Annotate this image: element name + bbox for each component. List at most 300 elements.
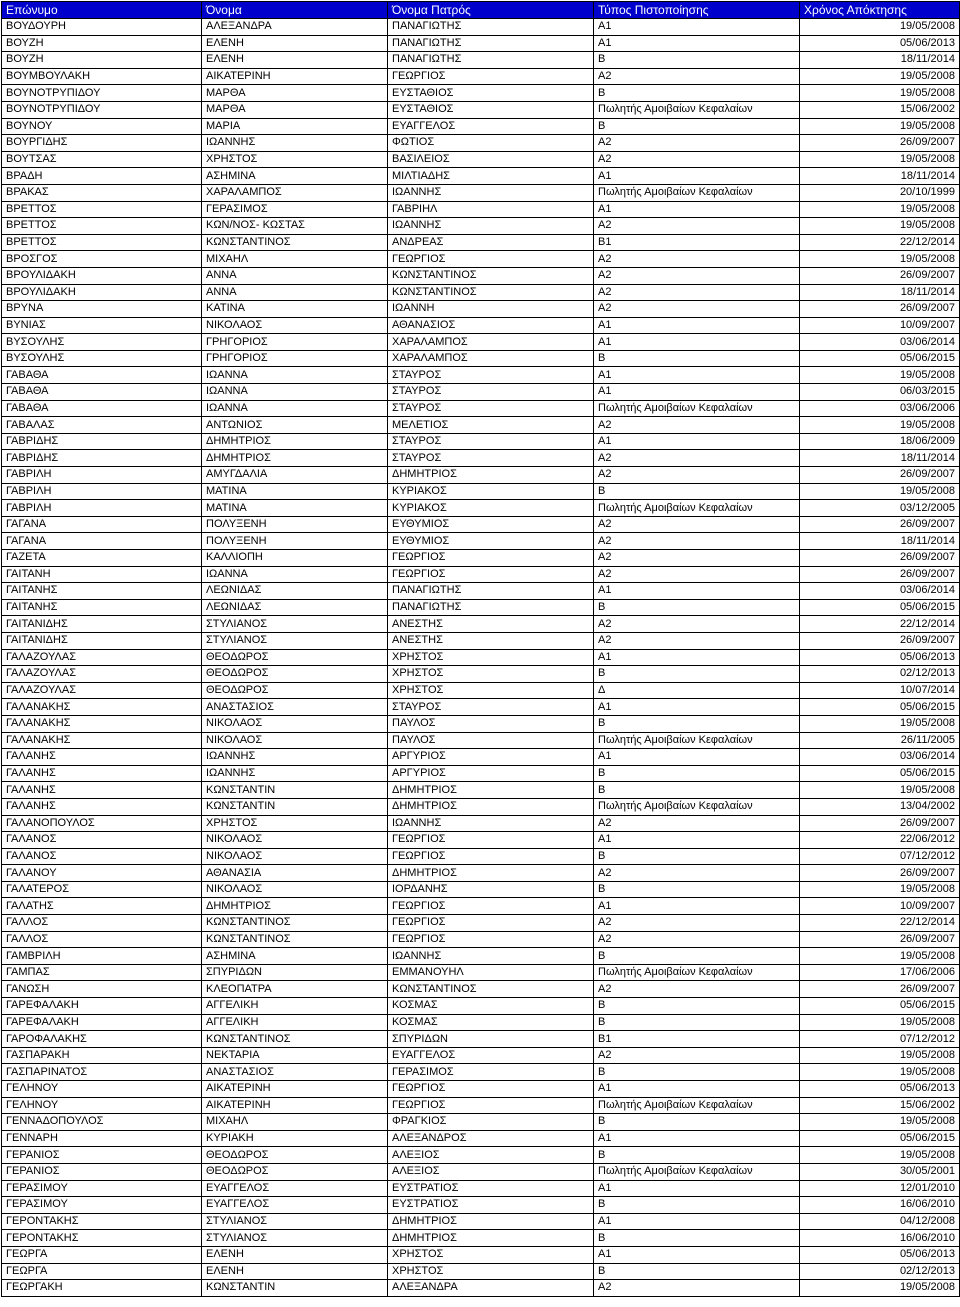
certification-type-cell: Β (594, 1263, 800, 1280)
first-name-cell: ΠΟΛΥΞΕΝΗ (202, 533, 388, 550)
father-name-cell: ΓΕΡΑΣΙΜΟΣ (388, 1064, 594, 1081)
acquisition-date-cell: 26/09/2007 (800, 566, 960, 583)
acquisition-date-cell: 26/09/2007 (800, 865, 960, 882)
table-row (2, 234, 960, 251)
first-name-cell: ΕΛΕΝΗ (202, 1246, 388, 1263)
table-row (2, 19, 960, 36)
certification-type-cell: Β (594, 118, 800, 135)
first-name-cell: ΓΕΡΑΣΙΜΟΣ (202, 201, 388, 218)
surname-cell: ΒΡΑΔΗ (2, 168, 202, 185)
certification-type-cell: Α1 (594, 317, 800, 334)
father-name-cell: ΧΡΗΣΤΟΣ (388, 649, 594, 666)
first-name-cell: ΝΙΚΟΛΑΟΣ (202, 881, 388, 898)
table-row (2, 284, 960, 301)
father-name-cell: ΕΥΣΤΑΘΙΟΣ (388, 101, 594, 118)
certification-type-cell: Δ (594, 682, 800, 699)
certification-type-cell: Α1 (594, 367, 800, 384)
acquisition-date-cell: 26/11/2005 (800, 732, 960, 749)
certification-type-cell: Α2 (594, 566, 800, 583)
acquisition-date-cell: 26/09/2007 (800, 550, 960, 567)
father-name-cell: ΑΘΑΝΑΣΙΟΣ (388, 317, 594, 334)
table-row (2, 931, 960, 948)
certification-type-cell: Β (594, 848, 800, 865)
first-name-cell: ΑΜΥΓΔΑΛΙΑ (202, 467, 388, 484)
acquisition-date-cell: 26/09/2007 (800, 301, 960, 318)
table-row (2, 732, 960, 749)
table-row (2, 616, 960, 633)
header-father-name: Όνομα Πατρός (388, 2, 594, 19)
certification-type-cell: Α1 (594, 19, 800, 36)
surname-cell: ΓΑΒΡΙΛΗ (2, 467, 202, 484)
first-name-cell: ΝΕΚΤΑΡΙΑ (202, 1047, 388, 1064)
surname-cell: ΓΑΒΡΙΔΗΣ (2, 450, 202, 467)
acquisition-date-cell: 26/09/2007 (800, 467, 960, 484)
certification-type-cell: Β (594, 350, 800, 367)
acquisition-date-cell: 16/06/2010 (800, 1197, 960, 1214)
certification-type-cell: Β (594, 765, 800, 782)
certification-type-cell: Β (594, 1064, 800, 1081)
father-name-cell: ΙΩΑΝΝΗ (388, 301, 594, 318)
father-name-cell: ΑΡΓΥΡΙΟΣ (388, 749, 594, 766)
father-name-cell: ΣΤΑΥΡΟΣ (388, 450, 594, 467)
acquisition-date-cell: 18/11/2014 (800, 168, 960, 185)
table-row (2, 632, 960, 649)
table-row (2, 184, 960, 201)
father-name-cell: ΕΥΘΥΜΙΟΣ (388, 516, 594, 533)
surname-cell: ΒΡΕΤΤΟΣ (2, 234, 202, 251)
header-first-name: Όνομα (202, 2, 388, 19)
first-name-cell: ΕΛΕΝΗ (202, 52, 388, 69)
surname-cell: ΓΑΛΑΤΕΡΟΣ (2, 881, 202, 898)
father-name-cell: ΓΕΩΡΓΙΟΣ (388, 832, 594, 849)
surname-cell: ΒΥΣΟΥΛΗΣ (2, 334, 202, 351)
first-name-cell: ΕΛΕΝΗ (202, 35, 388, 52)
acquisition-date-cell: 19/05/2008 (800, 881, 960, 898)
table-row (2, 500, 960, 517)
first-name-cell: ΓΡΗΓΟΡΙΟΣ (202, 334, 388, 351)
certification-type-cell: Β (594, 881, 800, 898)
father-name-cell: ΧΡΗΣΤΟΣ (388, 682, 594, 699)
surname-cell: ΒΡΕΤΤΟΣ (2, 218, 202, 235)
surname-cell: ΓΕΝΝΑΡΗ (2, 1130, 202, 1147)
acquisition-date-cell: 22/12/2014 (800, 234, 960, 251)
surname-cell: ΓΕΩΡΓΑ (2, 1263, 202, 1280)
father-name-cell: ΠΑΥΛΟΣ (388, 732, 594, 749)
acquisition-date-cell: 05/06/2015 (800, 350, 960, 367)
table-row (2, 848, 960, 865)
surname-cell: ΒΡΟΣΓΟΣ (2, 251, 202, 268)
first-name-cell: ΜΙΧΑΗΛ (202, 1114, 388, 1131)
surname-cell: ΓΑΛΛΟΣ (2, 931, 202, 948)
table-row (2, 998, 960, 1015)
acquisition-date-cell: 18/11/2014 (800, 284, 960, 301)
surname-cell: ΓΕΡΑΣΙΜΟΥ (2, 1180, 202, 1197)
certification-type-cell: Α2 (594, 865, 800, 882)
surname-cell: ΓΑΙΤΑΝΗ (2, 566, 202, 583)
surname-cell: ΓΑΡΟΦΑΛΑΚΗΣ (2, 1031, 202, 1048)
table-row (2, 881, 960, 898)
table-row (2, 218, 960, 235)
acquisition-date-cell: 02/12/2013 (800, 666, 960, 683)
certification-type-cell: Α1 (594, 583, 800, 600)
acquisition-date-cell: 07/12/2012 (800, 848, 960, 865)
surname-cell: ΒΟΥΔΟΥΡΗ (2, 19, 202, 36)
table-row (2, 1147, 960, 1164)
table-row (2, 765, 960, 782)
certification-type-cell: Α2 (594, 135, 800, 152)
surname-cell: ΓΑΒΑΘΑ (2, 367, 202, 384)
acquisition-date-cell: 19/05/2008 (800, 1114, 960, 1131)
certification-type-cell: Α1 (594, 35, 800, 52)
acquisition-date-cell: 03/06/2006 (800, 400, 960, 417)
acquisition-date-cell: 05/06/2015 (800, 699, 960, 716)
father-name-cell: ΓΕΩΡΓΙΟΣ (388, 251, 594, 268)
first-name-cell: ΑΙΚΑΤΕΡΙΝΗ (202, 1097, 388, 1114)
surname-cell: ΓΑΛΑΖΟΥΛΑΣ (2, 682, 202, 699)
certification-type-cell: Πωλητής Αμοιβαίων Κεφαλαίων (594, 184, 800, 201)
certification-type-cell: Α2 (594, 550, 800, 567)
certification-type-cell: Α1 (594, 334, 800, 351)
certification-type-cell: Α2 (594, 981, 800, 998)
first-name-cell: ΛΕΩΝΙΔΑΣ (202, 599, 388, 616)
father-name-cell: ΑΡΓΥΡΙΟΣ (388, 765, 594, 782)
father-name-cell: ΓΕΩΡΓΙΟΣ (388, 566, 594, 583)
table-row (2, 118, 960, 135)
certification-type-cell: Β (594, 715, 800, 732)
acquisition-date-cell: 19/05/2008 (800, 19, 960, 36)
acquisition-date-cell: 05/06/2015 (800, 1130, 960, 1147)
table-row (2, 964, 960, 981)
father-name-cell: ΔΗΜΗΤΡΙΟΣ (388, 1213, 594, 1230)
father-name-cell: ΑΛΕΞΙΟΣ (388, 1147, 594, 1164)
certification-type-cell: Α2 (594, 267, 800, 284)
first-name-cell: ΜΑΤΙΝΑ (202, 500, 388, 517)
surname-cell: ΒΥΝΙΑΣ (2, 317, 202, 334)
certification-type-cell: Α1 (594, 898, 800, 915)
table-row (2, 699, 960, 716)
certification-type-cell: Β (594, 1014, 800, 1031)
acquisition-date-cell: 18/11/2014 (800, 533, 960, 550)
certification-type-cell: Α1 (594, 1130, 800, 1147)
acquisition-date-cell: 05/06/2013 (800, 649, 960, 666)
acquisition-date-cell: 19/05/2008 (800, 1064, 960, 1081)
father-name-cell: ΠΑΝΑΓΙΩΤΗΣ (388, 19, 594, 36)
first-name-cell: ΚΩΝΣΤΑΝΤΙΝ (202, 782, 388, 799)
father-name-cell: ΚΥΡΙΑΚΟΣ (388, 500, 594, 517)
surname-cell: ΓΑΛΑΝΟΠΟΥΛΟΣ (2, 815, 202, 832)
table-row (2, 533, 960, 550)
table-row (2, 168, 960, 185)
surname-cell: ΒΡΑΚΑΣ (2, 184, 202, 201)
table-row (2, 267, 960, 284)
table-row (2, 483, 960, 500)
acquisition-date-cell: 19/05/2008 (800, 251, 960, 268)
table-row (2, 782, 960, 799)
father-name-cell: ΕΥΣΤΡΑΤΙΟΣ (388, 1180, 594, 1197)
surname-cell: ΓΑΒΡΙΔΗΣ (2, 433, 202, 450)
first-name-cell: ΚΩΝΣΤΑΝΤΙΝΟΣ (202, 915, 388, 932)
first-name-cell: ΓΡΗΓΟΡΙΟΣ (202, 350, 388, 367)
first-name-cell: ΚΩΝΣΤΑΝΤΙΝΟΣ (202, 234, 388, 251)
acquisition-date-cell: 19/05/2008 (800, 68, 960, 85)
table-row (2, 301, 960, 318)
table-row (2, 599, 960, 616)
certification-type-cell: Α2 (594, 915, 800, 932)
first-name-cell: ΣΤΥΛΙΑΝΟΣ (202, 1230, 388, 1247)
father-name-cell: ΚΩΝΣΤΑΝΤΙΝΟΣ (388, 284, 594, 301)
father-name-cell: ΓΕΩΡΓΙΟΣ (388, 1097, 594, 1114)
father-name-cell: ΚΥΡΙΑΚΟΣ (388, 483, 594, 500)
acquisition-date-cell: 04/12/2008 (800, 1213, 960, 1230)
surname-cell: ΓΕΩΡΓΑ (2, 1246, 202, 1263)
table-row (2, 467, 960, 484)
first-name-cell: ΔΗΜΗΤΡΙΟΣ (202, 450, 388, 467)
father-name-cell: ΙΩΑΝΝΗΣ (388, 218, 594, 235)
acquisition-date-cell: 18/06/2009 (800, 433, 960, 450)
surname-cell: ΓΕΛΗΝΟΥ (2, 1081, 202, 1098)
acquisition-date-cell: 02/12/2013 (800, 1263, 960, 1280)
table-row (2, 35, 960, 52)
table-row (2, 135, 960, 152)
acquisition-date-cell: 07/12/2012 (800, 1031, 960, 1048)
surname-cell: ΒΟΥΝΟΤΡΥΠΙΔΟΥ (2, 101, 202, 118)
father-name-cell: ΜΕΛΕΤΙΟΣ (388, 417, 594, 434)
acquisition-date-cell: 22/12/2014 (800, 616, 960, 633)
father-name-cell: ΑΛΕΞΑΝΔΡΑ (388, 1280, 594, 1297)
father-name-cell: ΓΕΩΡΓΙΟΣ (388, 1081, 594, 1098)
surname-cell: ΓΑΛΑΤΗΣ (2, 898, 202, 915)
first-name-cell: ΝΙΚΟΛΑΟΣ (202, 848, 388, 865)
table-row (2, 201, 960, 218)
surname-cell: ΓΑΛΑΝΟΥ (2, 865, 202, 882)
header-acquisition-date: Χρόνος Απόκτησης (800, 2, 960, 19)
surname-cell: ΒΡΥΝΑ (2, 301, 202, 318)
certification-table (1, 1, 960, 1297)
certification-type-cell: Α2 (594, 467, 800, 484)
first-name-cell: ΛΕΩΝΙΔΑΣ (202, 583, 388, 600)
table-row (2, 815, 960, 832)
first-name-cell: ΚΛΕΟΠΑΤΡΑ (202, 981, 388, 998)
acquisition-date-cell: 26/09/2007 (800, 632, 960, 649)
acquisition-date-cell: 19/05/2008 (800, 367, 960, 384)
first-name-cell: ΝΙΚΟΛΑΟΣ (202, 832, 388, 849)
certification-type-cell: Α2 (594, 450, 800, 467)
table-row (2, 85, 960, 102)
table-row (2, 68, 960, 85)
surname-cell: ΓΑΙΤΑΝΗΣ (2, 599, 202, 616)
surname-cell: ΓΑΡΕΦΑΛΑΚΗ (2, 998, 202, 1015)
first-name-cell: ΘΕΟΔΩΡΟΣ (202, 1163, 388, 1180)
surname-cell: ΓΑΙΤΑΝΙΔΗΣ (2, 616, 202, 633)
first-name-cell: ΜΑΡΙΑ (202, 118, 388, 135)
father-name-cell: ΓΕΩΡΓΙΟΣ (388, 915, 594, 932)
first-name-cell: ΝΙΚΟΛΑΟΣ (202, 317, 388, 334)
acquisition-date-cell: 30/05/2001 (800, 1163, 960, 1180)
certification-type-cell: Α1 (594, 168, 800, 185)
father-name-cell: ΓΕΩΡΓΙΟΣ (388, 550, 594, 567)
father-name-cell: ΚΟΣΜΑΣ (388, 1014, 594, 1031)
surname-cell: ΒΟΥΝΟΤΡΥΠΙΔΟΥ (2, 85, 202, 102)
father-name-cell: ΓΕΩΡΓΙΟΣ (388, 68, 594, 85)
acquisition-date-cell: 26/09/2007 (800, 267, 960, 284)
surname-cell: ΓΕΝΝΑΔΟΠΟΥΛΟΣ (2, 1114, 202, 1131)
father-name-cell: ΦΩΤΙΟΣ (388, 135, 594, 152)
first-name-cell: ΔΗΜΗΤΡΙΟΣ (202, 433, 388, 450)
surname-cell: ΓΑΝΩΣΗ (2, 981, 202, 998)
first-name-cell: ΑΣΗΜΙΝΑ (202, 948, 388, 965)
certification-type-cell: Β (594, 1147, 800, 1164)
certification-type-cell: Πωλητής Αμοιβαίων Κεφαλαίων (594, 500, 800, 517)
certification-type-cell: Α2 (594, 632, 800, 649)
father-name-cell: ΠΑΥΛΟΣ (388, 715, 594, 732)
acquisition-date-cell: 19/05/2008 (800, 85, 960, 102)
father-name-cell: ΙΩΑΝΝΗΣ (388, 815, 594, 832)
acquisition-date-cell: 13/04/2002 (800, 798, 960, 815)
first-name-cell: ΚΩΝ/ΝΟΣ- ΚΩΣΤΑΣ (202, 218, 388, 235)
father-name-cell: ΚΩΝΣΤΑΝΤΙΝΟΣ (388, 267, 594, 284)
table-row (2, 1097, 960, 1114)
certification-type-cell: Πωλητής Αμοιβαίων Κεφαλαίων (594, 1097, 800, 1114)
surname-cell: ΓΕΡΑΝΙΟΣ (2, 1147, 202, 1164)
table-row (2, 1130, 960, 1147)
father-name-cell: ΑΝΕΣΤΗΣ (388, 616, 594, 633)
first-name-cell: ΑΣΗΜΙΝΑ (202, 168, 388, 185)
certification-type-cell: Α1 (594, 649, 800, 666)
table-row (2, 566, 960, 583)
first-name-cell: ΜΑΡΘΑ (202, 85, 388, 102)
acquisition-date-cell: 19/05/2008 (800, 782, 960, 799)
table-row (2, 433, 960, 450)
first-name-cell: ΝΙΚΟΛΑΟΣ (202, 715, 388, 732)
acquisition-date-cell: 05/06/2013 (800, 1246, 960, 1263)
acquisition-date-cell: 15/06/2002 (800, 1097, 960, 1114)
table-row (2, 1197, 960, 1214)
certification-type-cell: Πωλητής Αμοιβαίων Κεφαλαίων (594, 964, 800, 981)
certification-type-cell: Α1 (594, 1180, 800, 1197)
certification-type-cell: Α2 (594, 931, 800, 948)
surname-cell: ΒΟΥΜΒΟΥΛΑΚΗ (2, 68, 202, 85)
surname-cell: ΓΑΓΑΝΑ (2, 533, 202, 550)
table-row (2, 682, 960, 699)
certification-type-cell: Β1 (594, 1031, 800, 1048)
father-name-cell: ΣΤΑΥΡΟΣ (388, 384, 594, 401)
certification-type-cell: Β1 (594, 234, 800, 251)
header-certification-type: Τύπος Πιστοποίησης (594, 2, 800, 19)
acquisition-date-cell: 26/09/2007 (800, 516, 960, 533)
table-row (2, 550, 960, 567)
first-name-cell: ΚΥΡΙΑΚΗ (202, 1130, 388, 1147)
first-name-cell: ΣΤΥΛΙΑΝΟΣ (202, 632, 388, 649)
table-row (2, 516, 960, 533)
first-name-cell: ΙΩΑΝΝΑ (202, 566, 388, 583)
table-row (2, 350, 960, 367)
first-name-cell: ΘΕΟΔΩΡΟΣ (202, 666, 388, 683)
father-name-cell: ΣΠΥΡΙΔΩΝ (388, 1031, 594, 1048)
surname-cell: ΓΕΩΡΓΑΚΗ (2, 1280, 202, 1297)
certification-type-cell: Α2 (594, 516, 800, 533)
surname-cell: ΓΕΡΑΣΙΜΟΥ (2, 1197, 202, 1214)
father-name-cell: ΕΜΜΑΝΟΥΗΛ (388, 964, 594, 981)
certification-type-cell: Α1 (594, 1246, 800, 1263)
first-name-cell: ΑΘΑΝΑΣΙΑ (202, 865, 388, 882)
certification-type-cell: Β (594, 948, 800, 965)
father-name-cell: ΙΩΑΝΝΗΣ (388, 184, 594, 201)
first-name-cell: ΕΛΕΝΗ (202, 1263, 388, 1280)
certification-type-cell: Β (594, 666, 800, 683)
acquisition-date-cell: 10/09/2007 (800, 898, 960, 915)
father-name-cell: ΧΑΡΑΛΑΜΠΟΣ (388, 334, 594, 351)
surname-cell: ΓΑΛΑΝΗΣ (2, 782, 202, 799)
father-name-cell: ΑΛΕΞΑΝΔΡΟΣ (388, 1130, 594, 1147)
surname-cell: ΓΑΓΑΝΑ (2, 516, 202, 533)
father-name-cell: ΚΟΣΜΑΣ (388, 998, 594, 1015)
first-name-cell: ΑΝΤΩΝΙΟΣ (202, 417, 388, 434)
acquisition-date-cell: 03/06/2014 (800, 583, 960, 600)
first-name-cell: ΚΑΤΙΝΑ (202, 301, 388, 318)
surname-cell: ΒΡΕΤΤΟΣ (2, 201, 202, 218)
acquisition-date-cell: 05/06/2013 (800, 1081, 960, 1098)
surname-cell: ΓΑΒΡΙΛΗ (2, 500, 202, 517)
table-row (2, 1263, 960, 1280)
surname-cell: ΓΑΛΑΝΑΚΗΣ (2, 732, 202, 749)
surname-cell: ΒΟΥΡΓΙΔΗΣ (2, 135, 202, 152)
table-row (2, 151, 960, 168)
father-name-cell: ΣΤΑΥΡΟΣ (388, 699, 594, 716)
acquisition-date-cell: 12/01/2010 (800, 1180, 960, 1197)
acquisition-date-cell: 26/09/2007 (800, 815, 960, 832)
acquisition-date-cell: 20/10/1999 (800, 184, 960, 201)
certification-type-cell: Α2 (594, 616, 800, 633)
table-row (2, 1014, 960, 1031)
acquisition-date-cell: 03/06/2014 (800, 334, 960, 351)
certification-type-cell: Α1 (594, 433, 800, 450)
surname-cell: ΓΑΛΑΝΗΣ (2, 749, 202, 766)
first-name-cell: ΚΩΝΣΤΑΝΤΙΝΟΣ (202, 1031, 388, 1048)
surname-cell: ΓΑΒΑΘΑ (2, 400, 202, 417)
certification-type-cell: Α2 (594, 815, 800, 832)
table-row (2, 948, 960, 965)
surname-cell: ΓΑΒΑΘΑ (2, 384, 202, 401)
first-name-cell: ΜΙΧΑΗΛ (202, 251, 388, 268)
father-name-cell: ΦΡΑΓΚΙΟΣ (388, 1114, 594, 1131)
father-name-cell: ΕΥΣΤΑΘΙΟΣ (388, 85, 594, 102)
surname-cell: ΓΑΒΑΛΑΣ (2, 417, 202, 434)
first-name-cell: ΧΑΡΑΛΑΜΠΟΣ (202, 184, 388, 201)
father-name-cell: ΜΙΛΤΙΑΔΗΣ (388, 168, 594, 185)
surname-cell: ΓΑΛΑΝΗΣ (2, 765, 202, 782)
father-name-cell: ΕΥΑΓΓΕΛΟΣ (388, 118, 594, 135)
surname-cell: ΓΑΛΑΝΟΣ (2, 848, 202, 865)
table-row (2, 101, 960, 118)
certification-type-cell: Β (594, 85, 800, 102)
acquisition-date-cell: 03/12/2005 (800, 500, 960, 517)
certification-type-cell: Β (594, 782, 800, 799)
table-row (2, 898, 960, 915)
certification-type-cell: Α1 (594, 832, 800, 849)
father-name-cell: ΠΑΝΑΓΙΩΤΗΣ (388, 52, 594, 69)
table-row (2, 981, 960, 998)
table-row (2, 649, 960, 666)
surname-cell: ΓΕΡΟΝΤΑΚΗΣ (2, 1213, 202, 1230)
certification-type-cell: Α2 (594, 151, 800, 168)
first-name-cell: ΑΓΓΕΛΙΚΗ (202, 998, 388, 1015)
first-name-cell: ΙΩΑΝΝΑ (202, 400, 388, 417)
father-name-cell: ΓΕΩΡΓΙΟΣ (388, 848, 594, 865)
first-name-cell: ΑΝΝΑ (202, 284, 388, 301)
father-name-cell: ΕΥΑΓΓΕΛΟΣ (388, 1047, 594, 1064)
certification-type-cell: Πωλητής Αμοιβαίων Κεφαλαίων (594, 400, 800, 417)
first-name-cell: ΑΙΚΑΤΕΡΙΝΗ (202, 1081, 388, 1098)
